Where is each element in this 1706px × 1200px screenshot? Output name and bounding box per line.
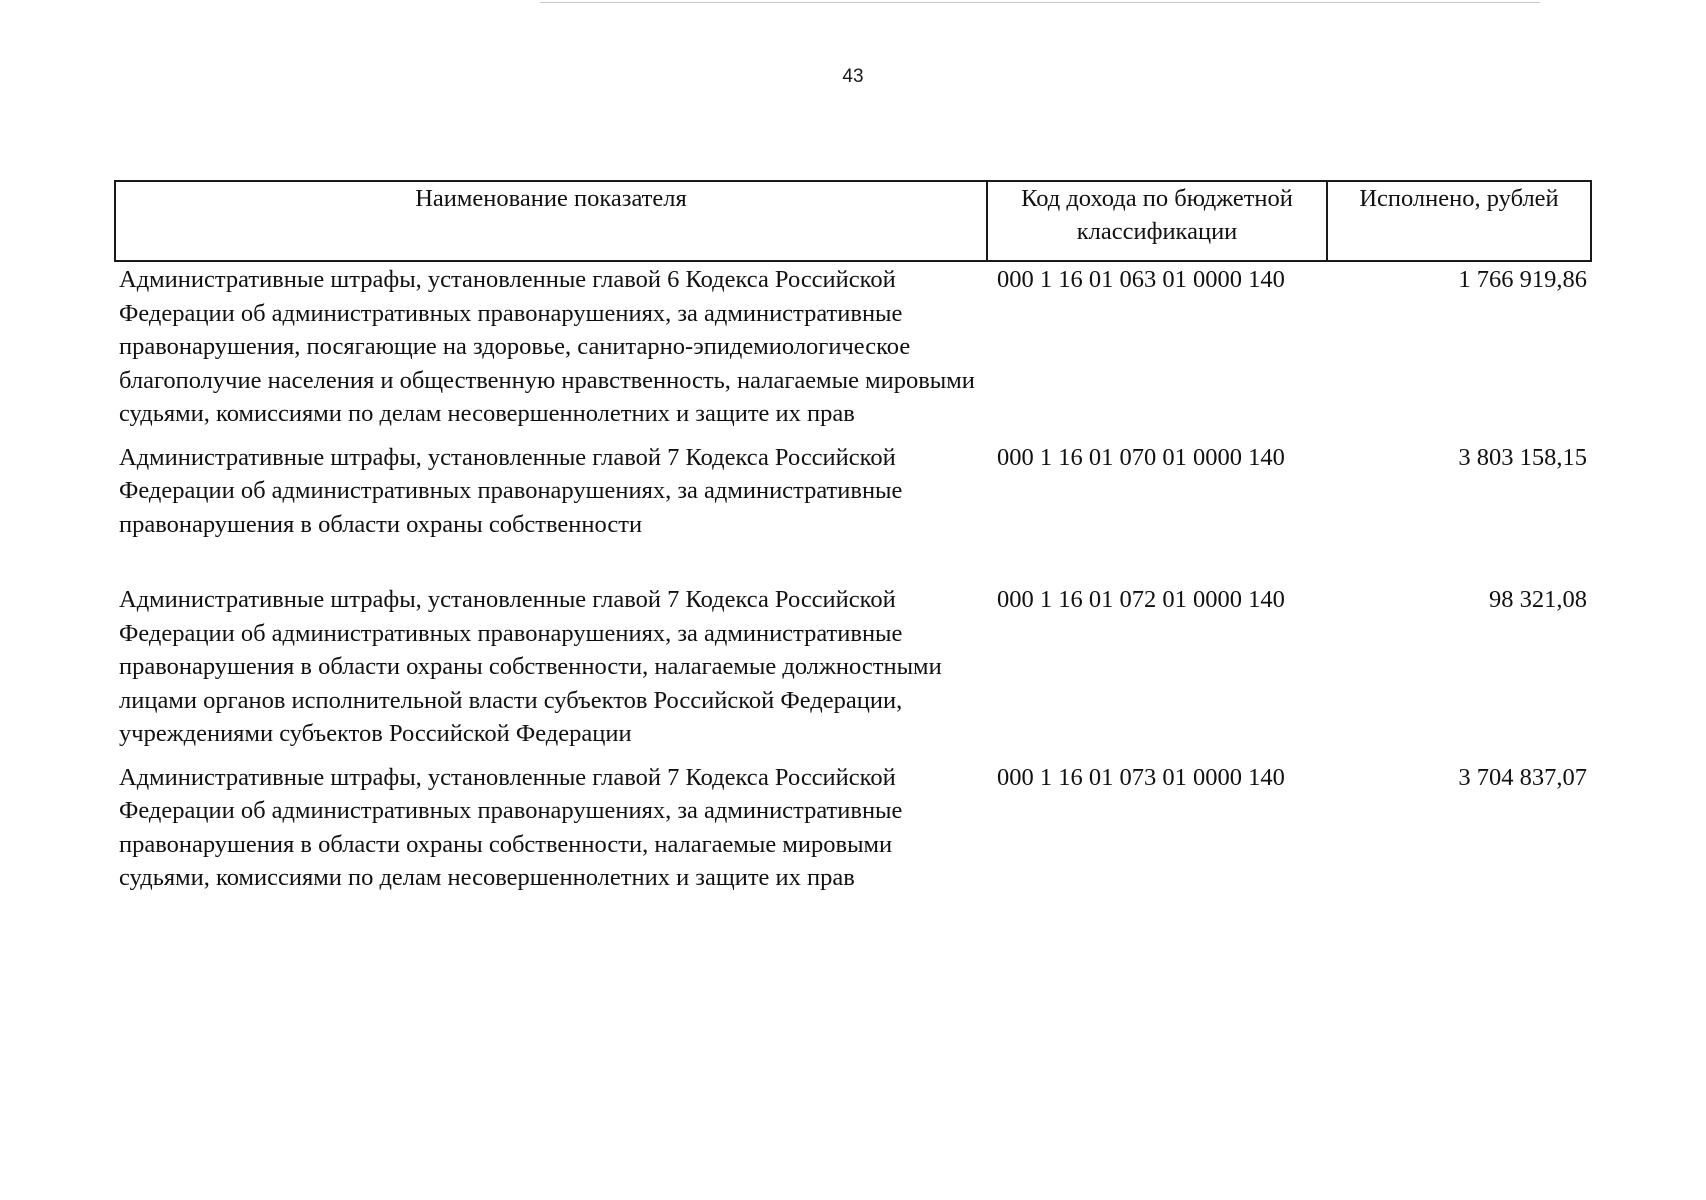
table-row (115, 441, 1591, 584)
row-amount: 98 321,08 (1489, 586, 1587, 613)
table-header-row (115, 181, 1591, 261)
row-name: Административные штрафы, установленные главой 7 Кодекса Российской Федерации об административных правонарушениях, за административные правонарушения в области охраны собственности (119, 443, 903, 538)
table-header (115, 181, 1591, 261)
table-row (115, 261, 1591, 441)
header-code: Код дохода по бюджетной классификации (987, 181, 1327, 261)
header-amount: Исполнено, рублей (1327, 181, 1591, 261)
row-code: 000 1 16 01 070 01 0000 140 (997, 443, 1285, 471)
row-name: Административные штрафы, установленные главой 6 Кодекса Российской Федерации об административных правонарушениях, за административные правонарушения, посягающие на здоровье, санитарно-эпидемиологическое благополучие населения и общественную нравственность, налагаемые мировыми судьями, комиссиями по делам несовершеннолетних и защите их прав (119, 266, 975, 427)
table-row (115, 583, 1591, 761)
table-body (115, 261, 1591, 905)
revenue-table (114, 180, 1592, 905)
row-code: 000 1 16 01 072 01 0000 140 (997, 586, 1285, 613)
row-name: Административные штрафы, установленные главой 7 Кодекса Российской Федерации об административных правонарушениях, за административные правонарушения в области охраны собственности, налагаемые должностными лицами органов исполнительной власти субъектов Российской Федерации, учреждениями субъектов Российской Федерации (119, 586, 942, 747)
row-code: 000 1 16 01 073 01 0000 140 (997, 763, 1285, 791)
row-amount: 3 704 837,07 (1458, 763, 1587, 791)
page-number: 43 (842, 66, 864, 87)
row-code: 000 1 16 01 063 01 0000 140 (997, 266, 1285, 293)
row-amount: 1 766 919,86 (1458, 266, 1587, 293)
scan-edge-line (540, 2, 1540, 3)
table-row (115, 761, 1591, 905)
row-amount: 3 803 158,15 (1458, 443, 1587, 471)
header-name: Наименование показателя (115, 181, 987, 261)
row-name: Административные штрафы, установленные главой 7 Кодекса Российской Федерации об административных правонарушениях, за административные правонарушения в области охраны собственности, налагаемые мировыми судьями, комиссиями по делам несовершеннолетних и защите их прав (119, 763, 903, 891)
